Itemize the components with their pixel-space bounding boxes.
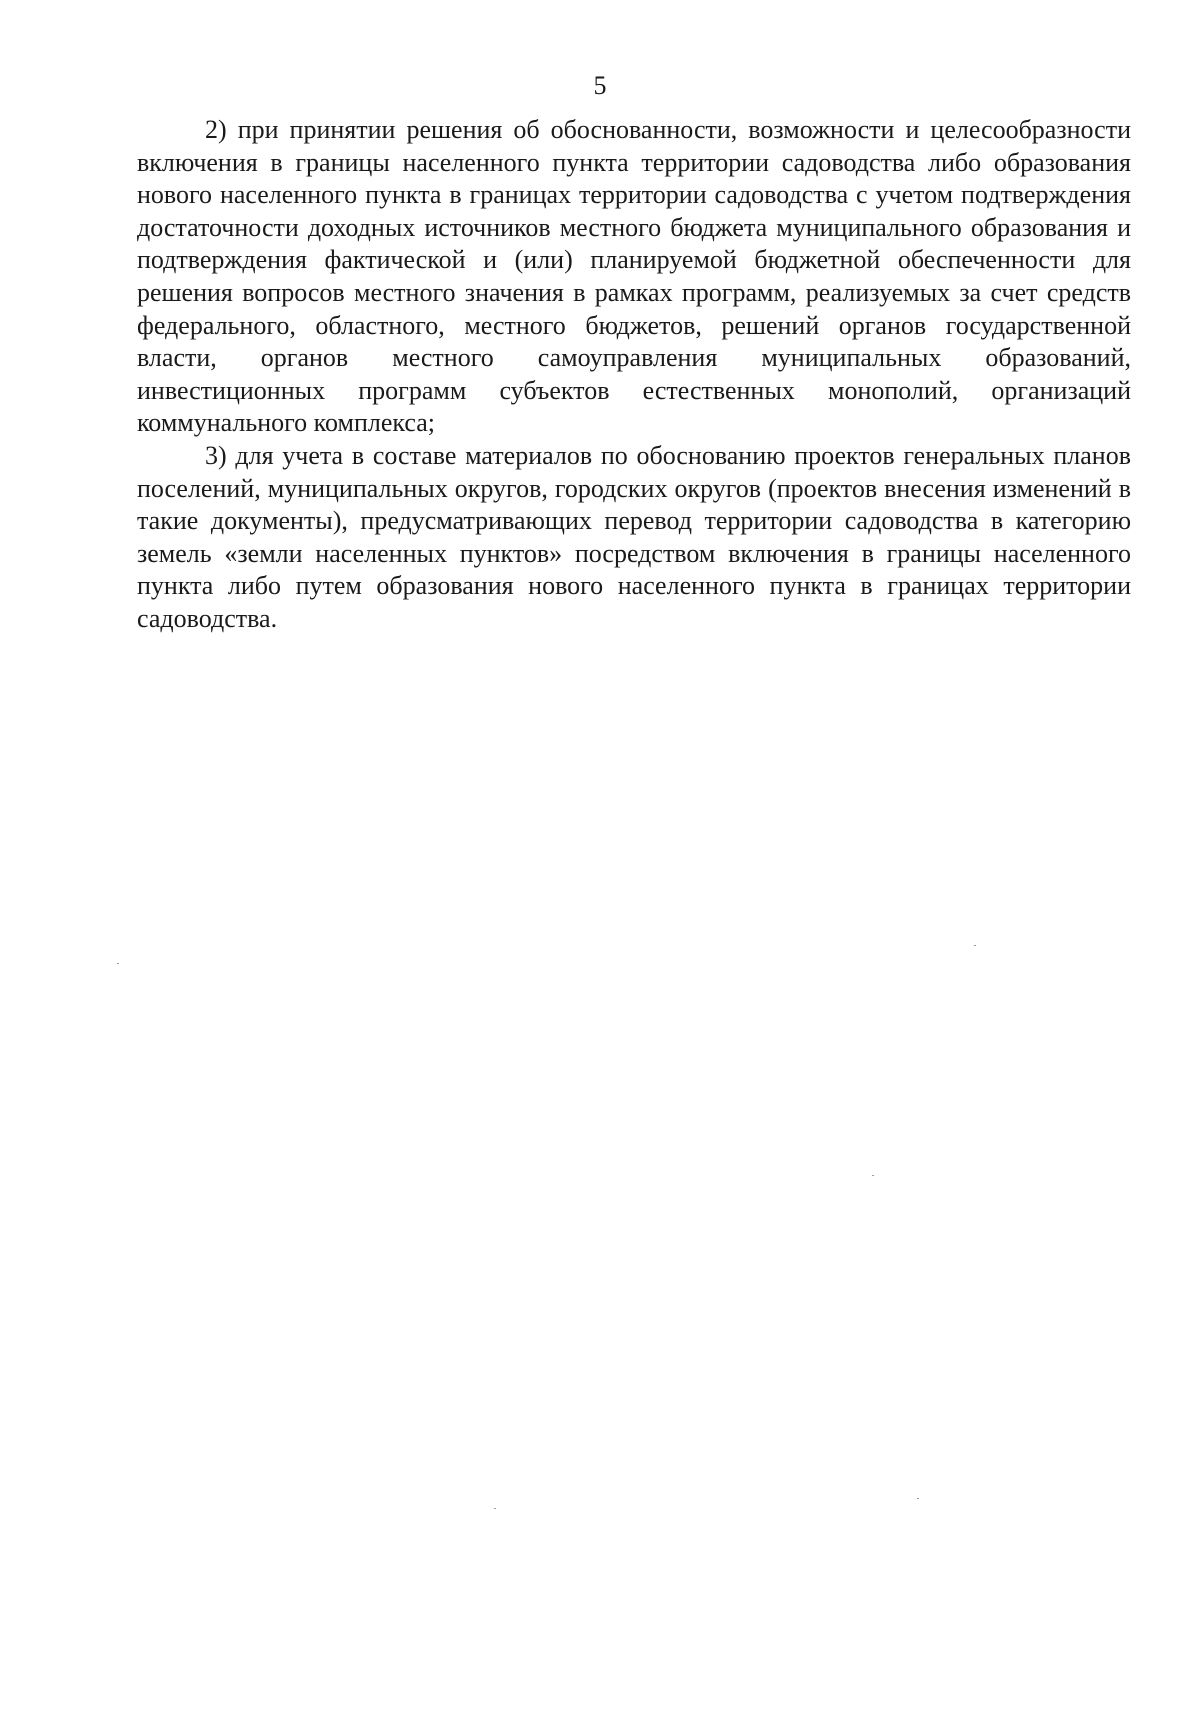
scan-speck <box>974 945 976 946</box>
page-number: 5 <box>593 71 607 100</box>
paragraph-item-2: 2) при принятии решения об обоснованности, возможности и целесообразности включения в границы населенного пункта территории садоводства либо образования нового населенного пункта в границах территории садоводства с учетом подтверждения достаточности доходных источников местного бюджета муниципального образования и подтверждения фактической и (или) планируемой бюджетной обеспеченности для решения вопросов местного значения в рамках программ, реализуемых за счет средств федерального, областного, местного бюджетов, решений органов государственной власти, органов местного самоуправления муниципальных образований, инвестиционных программ субъектов естественных монополий, организаций коммунального комплекса; <box>137 115 1131 438</box>
scan-speck <box>494 1508 496 1509</box>
paragraph-item-3: 3) для учета в составе материалов по обоснованию проектов генеральных планов поселений, муниципальных округов, городских округов (проектов внесения изменений в такие документы), предусматривающих перевод территории садоводства в категорию земель «земли населенных пунктов» посредством включения в границы населенного пункта либо путем образования нового населенного пункта в границах территории садоводства. <box>137 440 1131 633</box>
body-text <box>137 114 1131 636</box>
scan-speck <box>917 1498 919 1499</box>
scan-speck <box>872 1175 874 1176</box>
scan-speck <box>117 963 119 964</box>
